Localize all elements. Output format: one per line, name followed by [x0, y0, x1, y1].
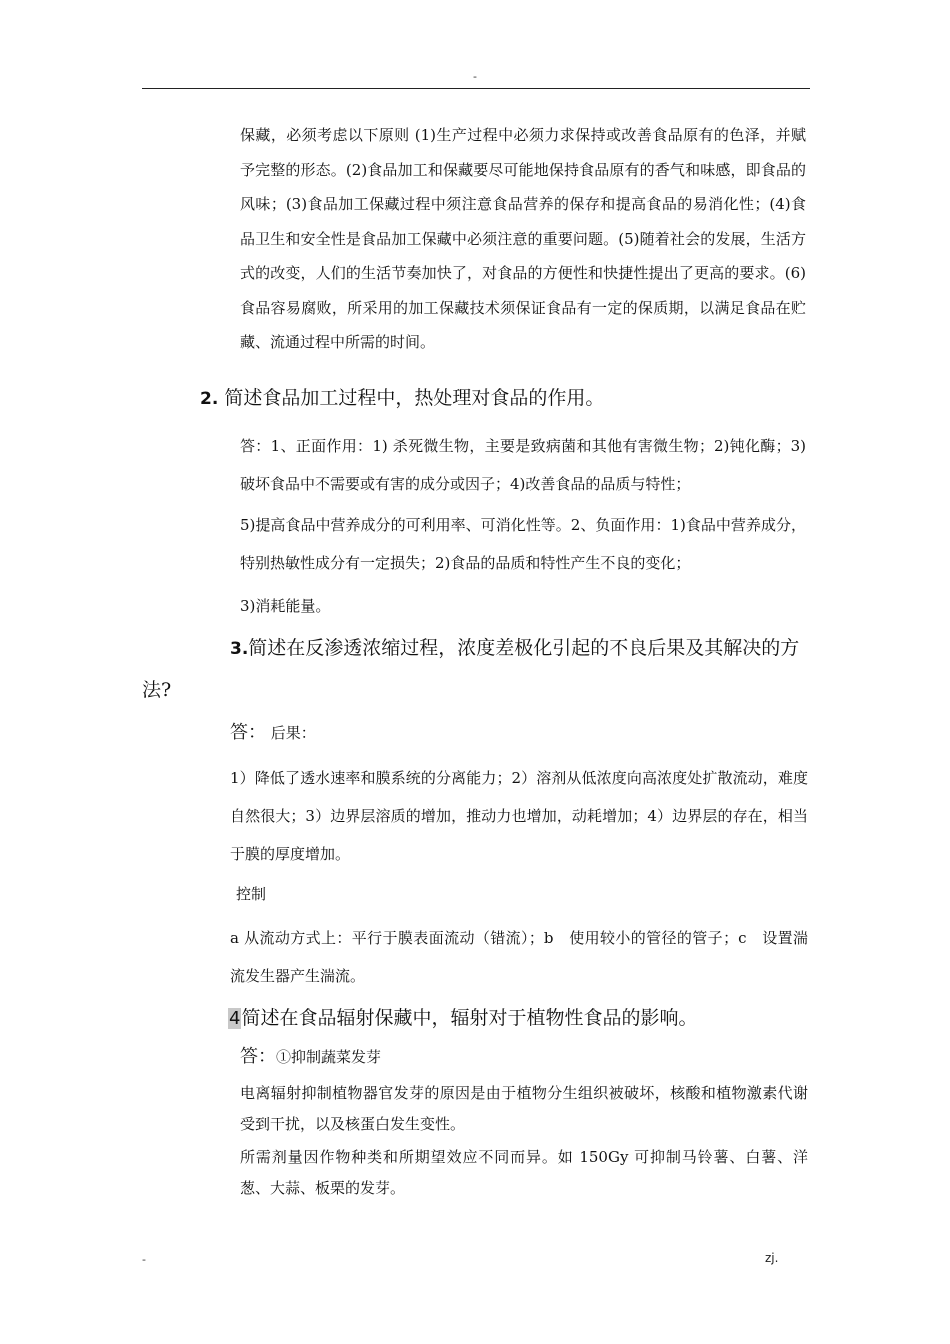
footer-left-mark: - [142, 1253, 146, 1266]
header-rule [142, 88, 810, 89]
question-2-number: 2. [200, 389, 219, 409]
answer-4-paragraph-2: 所需剂量因作物种类和所期望效应不同而异。如 150Gy 可抑制马铃薯、白薯、洋葱、大蒜、板栗的发芽。 [240, 1148, 808, 1197]
question-3 [230, 634, 810, 663]
question-4-number: 4 [229, 1008, 241, 1029]
answer-4-label: 答： [240, 1046, 276, 1067]
answer-4-paragraph-1: 电离辐射抑制植物器官发芽的原因是由于植物分生组织被破坏，核酸和植物激素代谢受到干扰，以及核蛋白发生变性。 [240, 1084, 808, 1133]
answer-3-label: 答： [230, 722, 266, 743]
question-2-text: 简述食品加工过程中，热处理对食品的作用。 [224, 387, 605, 409]
paragraph-preservation-principles: 保藏，必须考虑以下原则 (1)生产过程中必须力求保持或改善食品原有的色泽，并赋予完整的形态。(2)食品加工和保藏要尽可能地保持食品原有的香气和味感，即食品的风味；(3)食品加工保藏过程中须注意食品营养的保存和提高食品的易消化性；(4)食品卫生和安全性是食品加工保藏中必须注意的重要问题。(5)随着社会的发展，生活方式的改变，人们的生活节奏加快了，对食品的方便性和快捷性提出了更高的要求。(6) 食品容易腐败，所采用的加工保藏技术须保证食品有一定的保质期，以满足食品在贮藏、流通过程中所需的时间。 [240, 126, 806, 351]
question-3-number: 3. [230, 639, 249, 659]
answer-3-control-text [230, 919, 808, 995]
question-3-text-end: 法? [142, 679, 172, 701]
question-4-text: 简述在食品辐射保藏中，辐射对于植物性食品的影响。 [241, 1007, 698, 1029]
answer-3-consequences-label: 后果： [270, 724, 316, 742]
question-2 [200, 384, 820, 413]
answer-3-control-label: 控制 [236, 885, 267, 903]
footer-right-mark: zj. [765, 1251, 779, 1265]
answer-4-header [240, 1042, 381, 1072]
answer-2-line-1: 答：1、正面作用：1) 杀死微生物，主要是致病菌和其他有害微生物；2)钝化酶；3)破坏食品中不需要或有害的成分或因子；4)改善食品的品质与特性； [240, 437, 806, 493]
header-mark: - [473, 70, 477, 83]
answer-3-control-content: a 从流动方式上：平行于膜表面流动（错流）；b 使用较小的管径的管子；c 设置湍流发生器产生湍流。 [230, 929, 808, 985]
answer-3-header [230, 718, 316, 748]
answer-3-consequences: 1）降低了透水速率和膜系统的分离能力；2）溶剂从低浓度向高浓度处扩散流动，难度自然很大；3）边界层溶质的增加，推动力也增加，动耗增加；4）边界层的存在，相当于膜的厚度增加。 [230, 769, 808, 863]
answer-2-line-2: 5)提高食品中营养成分的可利用率、可消化性等。2、负面作用：1)食品中营养成分，特别热敏性成分有一定损失；2)食品的品质和特性产生不良的变化； [240, 516, 806, 572]
answer-4-item: ①抑制蔬菜发芽 [276, 1048, 382, 1066]
question-4 [228, 1004, 828, 1033]
question-3-text: 简述在反渗透浓缩过程，浓度差极化引起的不良后果及其解决的方 [248, 637, 800, 659]
answer-2-line-3: 3)消耗能量。 [240, 597, 331, 615]
